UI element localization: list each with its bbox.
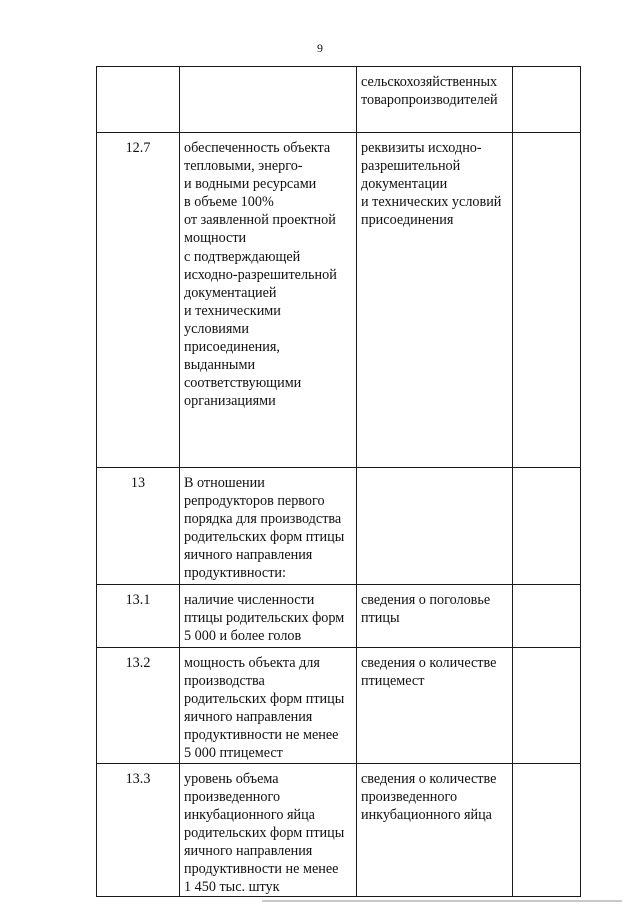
table-row — [97, 67, 581, 133]
criterion-cell: мощность объекта для производства родительских форм птицы яичного направления продуктивности не менее 5 000 птицемест — [180, 648, 357, 764]
extra-cell — [513, 763, 581, 897]
extra-cell — [513, 585, 581, 648]
criteria-table — [96, 66, 581, 897]
extra-cell — [513, 648, 581, 764]
row-number-cell: 13.3 — [97, 763, 180, 897]
table-row — [97, 133, 581, 468]
documents-cell: реквизиты исходно- разрешительной документации и технических условий присоединения — [357, 133, 513, 468]
page-number: 9 — [317, 41, 323, 55]
documents-cell: сведения о количестве произведенного инкубационного яйца — [357, 763, 513, 897]
table-row — [97, 468, 581, 585]
criterion-cell: наличие численности птицы родительских форм 5 000 и более голов — [180, 585, 357, 648]
table-row — [97, 648, 581, 764]
criterion-cell: уровень объема произведенного инкубационного яйца родительских форм птицы яичного направления продуктивности не менее 1 450 тыс. штук — [180, 763, 357, 897]
row-number-cell — [97, 67, 180, 133]
table-row — [97, 585, 581, 648]
criterion-cell: В отношении репродукторов первого порядка для производства родительских форм птицы яичного направления продуктивности: — [180, 468, 357, 585]
row-number-cell: 12.7 — [97, 133, 180, 468]
documents-cell: сведения о поголовье птицы — [357, 585, 513, 648]
extra-cell — [513, 67, 581, 133]
documents-cell — [357, 468, 513, 585]
documents-cell: сельскохозяйственных товаропроизводителей — [357, 67, 513, 133]
extra-cell — [513, 133, 581, 468]
row-number-cell: 13 — [97, 468, 180, 585]
row-number-cell: 13.2 — [97, 648, 180, 764]
scan-edge-line — [262, 900, 622, 902]
table-row — [97, 763, 581, 897]
criterion-cell — [180, 67, 357, 133]
row-number-cell: 13.1 — [97, 585, 180, 648]
criterion-cell: обеспеченность объекта тепловыми, энерго- и водными ресурсами в объеме 100% от заявленной проектной мощности с подтверждающей исходно-разрешительной документацией и техническими условиями присоединения, выданными соответствующими организациями — [180, 133, 357, 468]
extra-cell — [513, 468, 581, 585]
documents-cell: сведения о количестве птицемест — [357, 648, 513, 764]
